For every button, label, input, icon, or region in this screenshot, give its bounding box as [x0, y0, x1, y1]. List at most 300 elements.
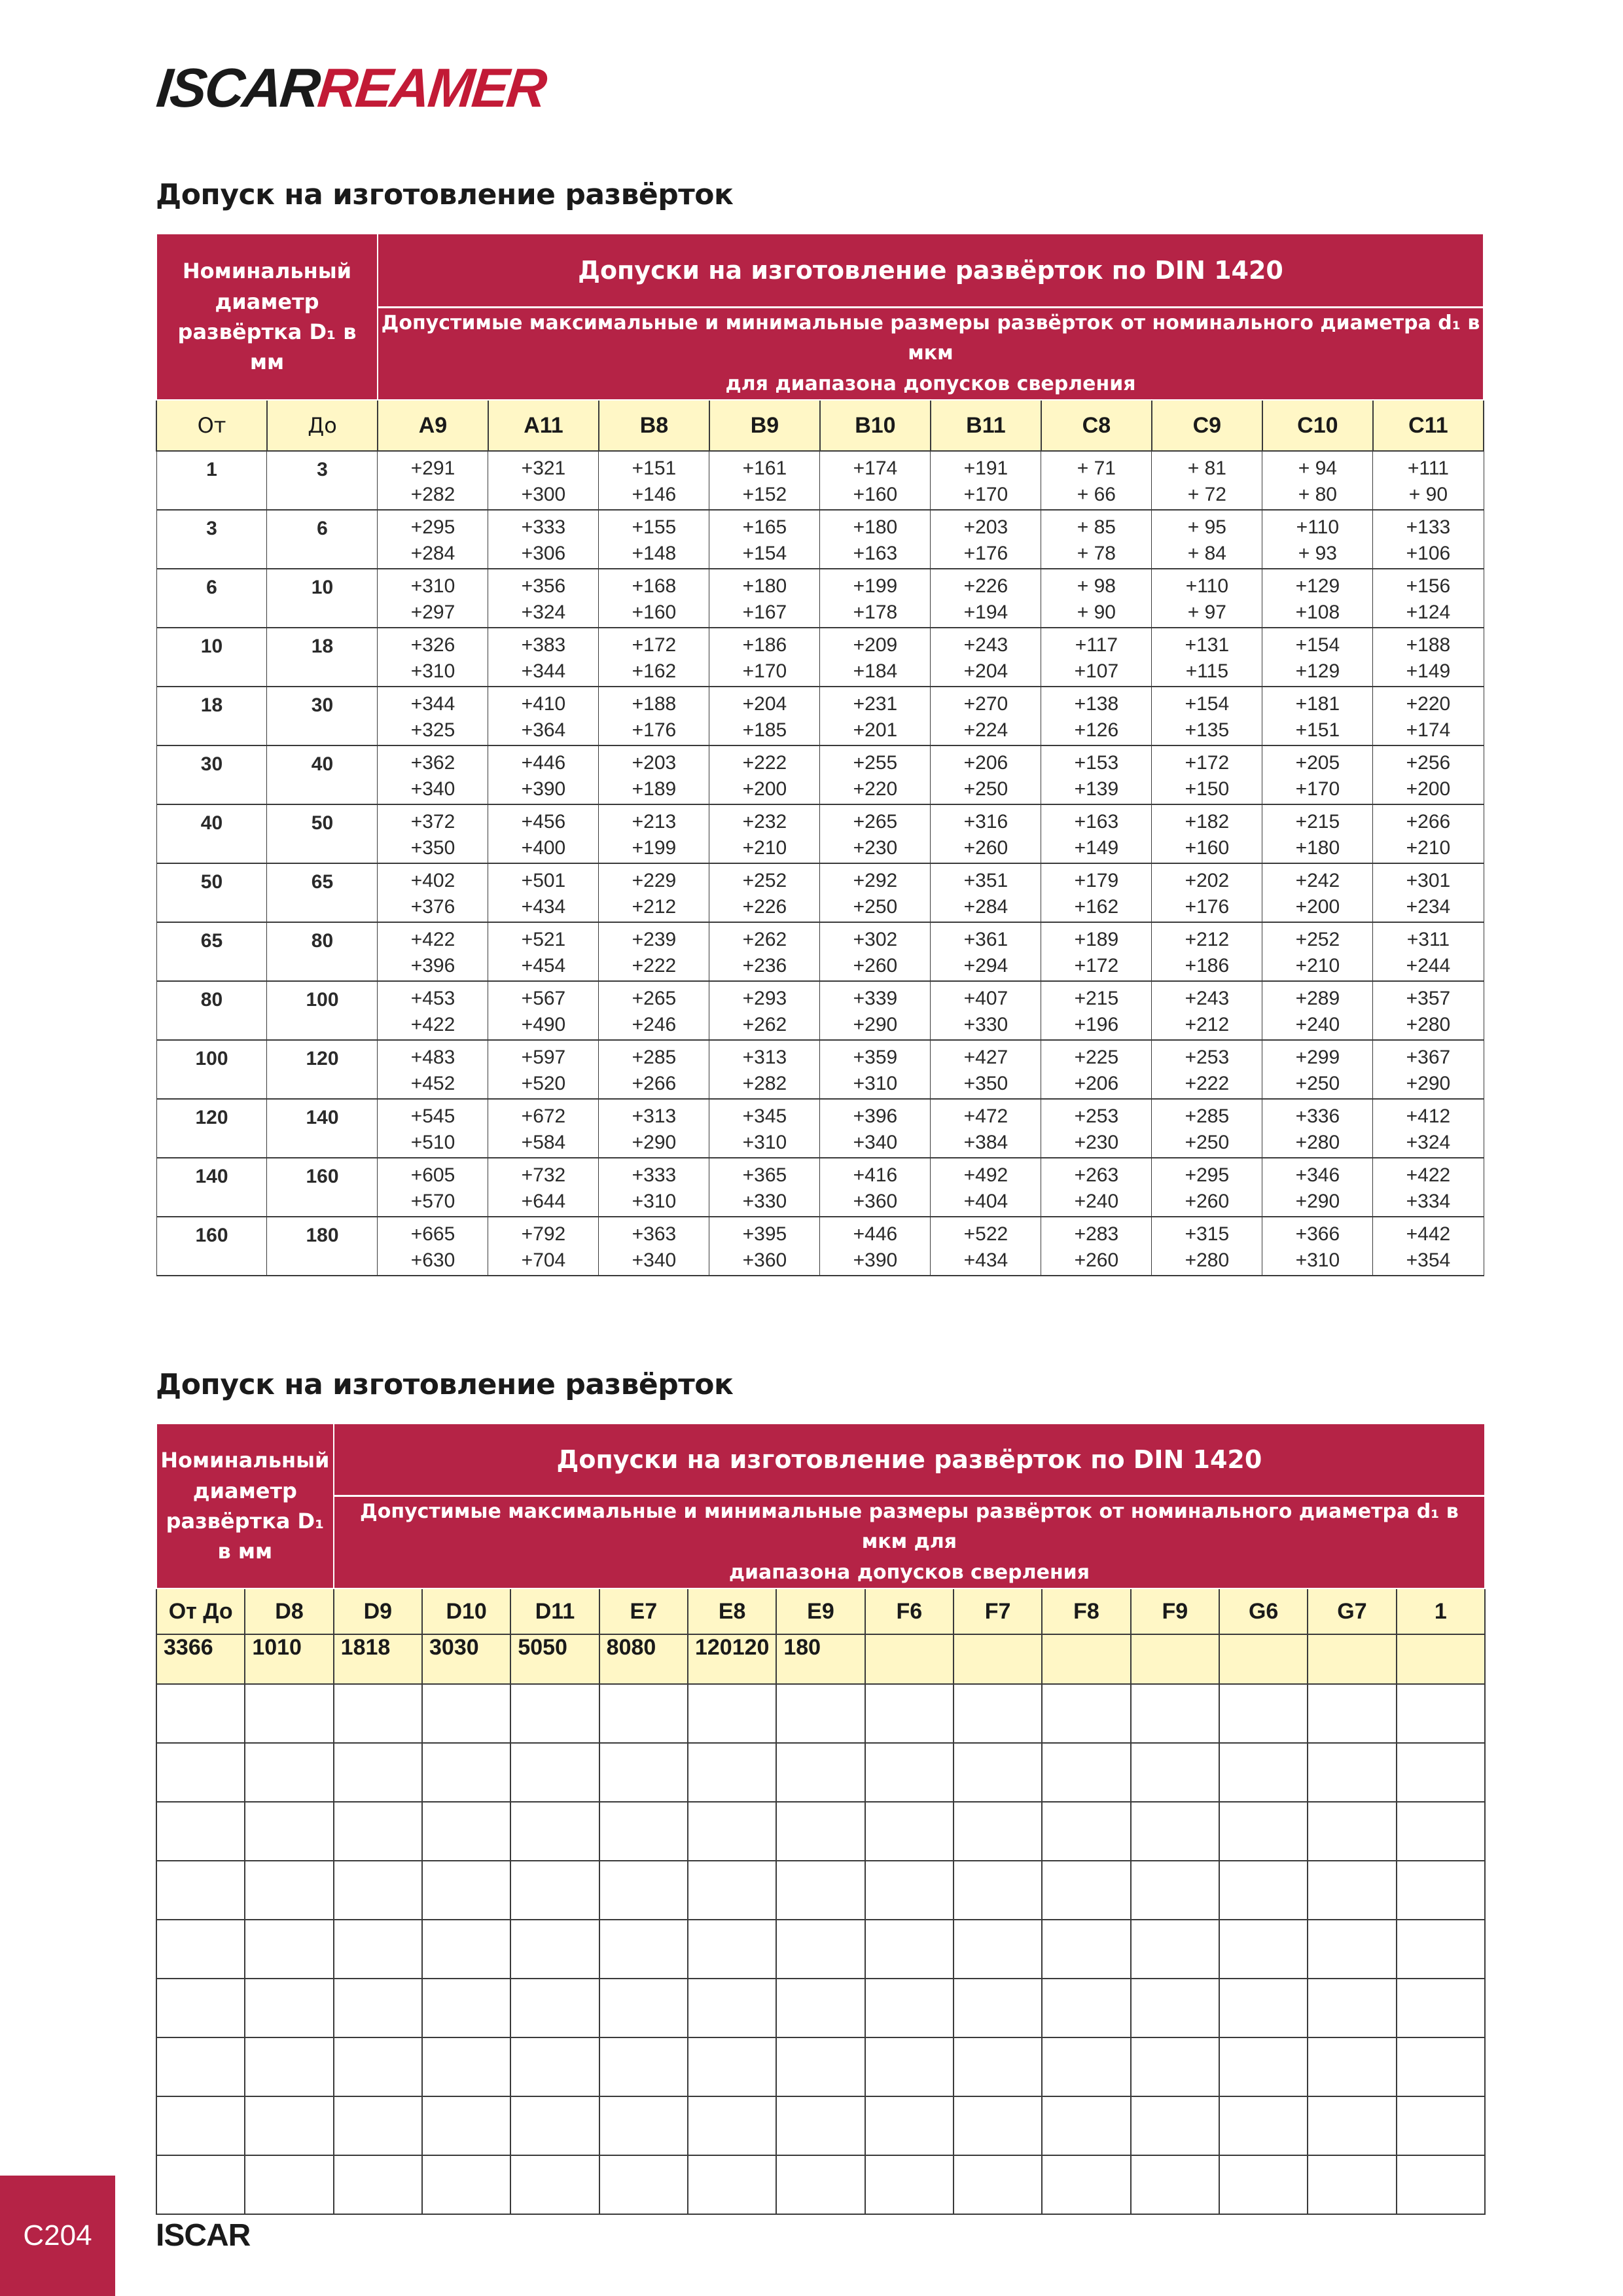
tolerance-max: +442 — [1406, 1223, 1451, 1245]
tolerance-max: +363 — [632, 1223, 677, 1245]
tolerance-cell — [378, 687, 488, 745]
tolerance-max: +292 — [853, 870, 898, 891]
tolerance-cell — [1373, 1217, 1484, 1276]
empty-cell — [1219, 1920, 1308, 1979]
col2-header: F7 — [954, 1588, 1042, 1634]
table-row — [156, 2096, 1485, 2155]
tolerance-max: +301 — [1406, 870, 1451, 891]
col2-header: E9 — [776, 1588, 865, 1634]
tolerance-max: +665 — [410, 1223, 455, 1245]
empty-cell — [1131, 1920, 1219, 1979]
tolerance-cell — [599, 1040, 709, 1099]
value-cell — [865, 1634, 954, 1684]
tolerance-cell — [931, 1217, 1041, 1276]
tolerance-cell — [709, 628, 820, 687]
tolerance-max: + 81 — [1187, 457, 1226, 479]
col2-header: F8 — [1042, 1588, 1130, 1634]
tolerance-max: +189 — [1074, 929, 1119, 950]
iscar-reamer-logo — [154, 57, 548, 118]
tolerance-max: + 85 — [1077, 516, 1116, 538]
nominal-diameter-header-2: Номинальный диаметр развёртка D₁ в мм — [156, 1424, 334, 1588]
empty-cell — [599, 1743, 688, 1802]
tolerance-min: +151 — [1295, 719, 1340, 741]
tolerance-max: +156 — [1406, 575, 1451, 597]
empty-cell — [865, 1979, 954, 2037]
tolerance-max: +243 — [1185, 988, 1230, 1009]
tolerance-cell — [1262, 569, 1373, 628]
empty-cell — [422, 2037, 510, 2096]
tolerance-min: +490 — [521, 1013, 566, 1035]
col2-header: F6 — [865, 1588, 954, 1634]
tolerance-cell — [1041, 451, 1152, 510]
empty-cell — [1131, 2096, 1219, 2155]
tolerance-max: +545 — [410, 1105, 455, 1127]
empty-cell — [954, 1802, 1042, 1861]
empty-cell — [1219, 1979, 1308, 2037]
diameter-from: 3 — [156, 510, 267, 569]
tolerance-max: +188 — [1406, 634, 1451, 656]
tolerance-cell — [1373, 628, 1484, 687]
tolerance-min: +340 — [410, 778, 455, 800]
tolerance-cell — [1262, 922, 1373, 981]
empty-cell — [1042, 1920, 1130, 1979]
tolerance-max: +396 — [853, 1105, 898, 1127]
tolerance-max: +172 — [632, 634, 677, 656]
empty-cell — [954, 1979, 1042, 2037]
empty-cell — [510, 1684, 599, 1743]
empty-cell — [954, 2037, 1042, 2096]
tolerance-cell — [1152, 804, 1262, 863]
tolerance-min: +300 — [521, 483, 566, 505]
tolerance-max: +188 — [632, 693, 677, 715]
tolerance-cell — [820, 922, 931, 981]
tolerance-cell — [931, 981, 1041, 1040]
tolerance-cell — [1152, 687, 1262, 745]
tolerance-cell — [1152, 1158, 1262, 1217]
tolerance-cell — [599, 922, 709, 981]
table-row — [156, 2037, 1485, 2096]
tolerance-min: +350 — [963, 1072, 1008, 1094]
tolerance-max: +191 — [963, 457, 1008, 479]
empty-cell — [599, 1684, 688, 1743]
empty-cell — [954, 1861, 1042, 1920]
tolerance-max: +321 — [521, 457, 566, 479]
tolerance-min: +284 — [410, 542, 455, 564]
diameter-to: 40 — [267, 745, 378, 804]
tolerance-cell — [820, 510, 931, 569]
tolerance-max: +165 — [742, 516, 787, 538]
tolerance-min: +310 — [632, 1190, 677, 1212]
tolerance-cell — [1373, 745, 1484, 804]
tolerance-min: +340 — [632, 1249, 677, 1271]
tolerance-table-2 — [156, 1423, 1486, 2215]
tolerance-min: +262 — [742, 1013, 787, 1035]
tolerance-min: +250 — [963, 778, 1008, 800]
empty-cell — [1308, 1802, 1396, 1861]
tolerance-cell — [931, 510, 1041, 569]
tolerance-cell — [709, 687, 820, 745]
tolerance-min: +324 — [521, 601, 566, 623]
tolerance-min: +290 — [632, 1131, 677, 1153]
tolerance-max: +359 — [853, 1047, 898, 1068]
diameter-to: 65 — [267, 863, 378, 922]
tolerance-max: +151 — [632, 457, 677, 479]
tolerance-max: +362 — [410, 752, 455, 774]
tolerance-min: +176 — [963, 542, 1008, 564]
table-row — [156, 981, 1484, 1040]
tolerance-cell — [599, 687, 709, 745]
empty-cell — [1308, 1920, 1396, 1979]
empty-cell — [1397, 1920, 1486, 1979]
tolerance-cell — [1041, 1158, 1152, 1217]
table-row — [156, 1099, 1484, 1158]
diameter-from: 30 — [156, 745, 267, 804]
table-row — [156, 1217, 1484, 1276]
tolerance-cell — [820, 1099, 931, 1158]
tolerance-max: +422 — [1406, 1164, 1451, 1186]
tolerance-min: +178 — [853, 601, 898, 623]
tolerance-cell — [1262, 1217, 1373, 1276]
tolerance-min: +220 — [853, 778, 898, 800]
empty-cell — [422, 1743, 510, 1802]
diameter-from: 50 — [156, 863, 267, 922]
tolerance-min: + 97 — [1187, 601, 1226, 623]
tolerance-min: +234 — [1406, 895, 1451, 918]
empty-cell — [688, 2096, 776, 2155]
tolerance-min: +200 — [742, 778, 787, 800]
empty-cell — [599, 1861, 688, 1920]
diameter-from: 6 — [156, 569, 267, 628]
tolerance-cell — [599, 1099, 709, 1158]
col-header-a9: A9 — [378, 400, 488, 451]
tolerance-cell — [1262, 863, 1373, 922]
tolerance-max: +285 — [1185, 1105, 1230, 1127]
tolerance-cell — [1041, 922, 1152, 981]
tolerance-min: +250 — [1185, 1131, 1230, 1153]
tolerance-min: +107 — [1074, 660, 1119, 682]
empty-cell — [1397, 1861, 1486, 1920]
value-cell — [1308, 1634, 1396, 1684]
tolerance-max: +262 — [742, 929, 787, 950]
tolerance-cell — [1262, 981, 1373, 1040]
tolerance-cell — [1262, 745, 1373, 804]
diameter-to: 3 — [267, 451, 378, 510]
empty-cell — [688, 2155, 776, 2214]
tolerance-min: +340 — [853, 1131, 898, 1153]
tolerance-cell — [709, 922, 820, 981]
table-row — [156, 745, 1484, 804]
col-header-c11: C11 — [1373, 400, 1484, 451]
empty-cell — [245, 2037, 333, 2096]
tolerance-min: +199 — [632, 836, 677, 859]
empty-cell — [1308, 1979, 1396, 2037]
tolerance-max: +110 — [1296, 516, 1340, 538]
tolerance-min: +149 — [1406, 660, 1451, 682]
empty-cell — [510, 1920, 599, 1979]
tolerance-min: +280 — [1295, 1131, 1340, 1153]
tolerance-cell — [931, 1158, 1041, 1217]
diameter-to: 140 — [267, 1099, 378, 1158]
tolerance-max: +597 — [521, 1047, 566, 1068]
tolerance-max: +199 — [853, 575, 898, 597]
tolerance-min: +149 — [1074, 836, 1119, 859]
tolerance-max: +204 — [742, 693, 787, 715]
tolerance-min: +160 — [632, 601, 677, 623]
tolerance-min: +510 — [410, 1131, 455, 1153]
tolerance-max: +180 — [853, 516, 898, 538]
tolerance-cell — [1373, 804, 1484, 863]
empty-cell — [865, 1861, 954, 1920]
tolerance-max: +161 — [742, 457, 787, 479]
tolerance-cell — [1152, 569, 1262, 628]
value-cell: 1818 — [334, 1634, 422, 1684]
empty-cell — [599, 1920, 688, 1979]
footer-brand: ISCAR — [156, 2218, 251, 2253]
table-row — [156, 569, 1484, 628]
tolerance-max: +225 — [1074, 1047, 1119, 1068]
empty-cell — [688, 2037, 776, 2096]
table-row — [156, 1684, 1485, 1743]
empty-cell — [1308, 1743, 1396, 1802]
empty-cell — [776, 2155, 865, 2214]
tolerance-max: +186 — [742, 634, 787, 656]
tolerance-max: +522 — [963, 1223, 1008, 1245]
tolerance-cell — [488, 745, 599, 804]
tolerance-cell — [378, 628, 488, 687]
tolerance-cell — [1041, 1099, 1152, 1158]
tolerance-min: +176 — [632, 719, 677, 741]
diameter-from: 80 — [156, 981, 267, 1040]
tolerance-max: +326 — [410, 634, 455, 656]
tolerance-cell — [599, 628, 709, 687]
empty-cell — [688, 1920, 776, 1979]
tolerance-cell — [378, 510, 488, 569]
tolerance-cell — [1041, 687, 1152, 745]
empty-cell — [599, 2096, 688, 2155]
tolerance-max: +231 — [853, 693, 898, 715]
empty-cell — [334, 1979, 422, 2037]
tolerance-max: +242 — [1295, 870, 1340, 891]
tolerance-max: +402 — [410, 870, 455, 891]
empty-cell — [1308, 2096, 1396, 2155]
tolerance-cell — [1373, 1158, 1484, 1217]
empty-cell — [1219, 2155, 1308, 2214]
empty-cell — [422, 1802, 510, 1861]
tolerance-min: +170 — [742, 660, 787, 682]
tolerance-max: +252 — [1295, 929, 1340, 950]
tolerance-max: +472 — [963, 1105, 1008, 1127]
tolerance-min: +334 — [1406, 1190, 1451, 1212]
tolerance-min: + 72 — [1187, 483, 1226, 505]
tolerance-cell — [1373, 451, 1484, 510]
tolerance-cell — [599, 804, 709, 863]
tolerance-cell — [1262, 1158, 1373, 1217]
tolerance-max: +209 — [853, 634, 898, 656]
tolerance-cell — [820, 745, 931, 804]
tolerance-max: +253 — [1185, 1047, 1230, 1068]
diameter-to: 180 — [267, 1217, 378, 1276]
empty-cell — [954, 1743, 1042, 1802]
value-cell — [954, 1634, 1042, 1684]
tolerance-min: +222 — [1185, 1072, 1230, 1094]
tolerance-cell — [1262, 1040, 1373, 1099]
tolerance-cell — [378, 863, 488, 922]
tolerance-max: +492 — [963, 1164, 1008, 1186]
tolerance-min: +174 — [1406, 719, 1451, 741]
tolerance-max: +256 — [1406, 752, 1451, 774]
tolerance-cell — [1152, 745, 1262, 804]
tolerance-cell — [709, 569, 820, 628]
empty-cell — [1397, 1802, 1486, 1861]
tolerance-min: +584 — [521, 1131, 566, 1153]
tolerance-min: +310 — [742, 1131, 787, 1153]
tolerance-min: +360 — [742, 1249, 787, 1271]
tolerance-min: +454 — [521, 954, 566, 977]
empty-cell — [422, 2096, 510, 2155]
tolerance-max: +179 — [1074, 870, 1119, 891]
tolerance-min: +434 — [963, 1249, 1008, 1271]
tolerance-max: +311 — [1406, 929, 1450, 950]
empty-cell — [599, 2155, 688, 2214]
tolerance-min: +126 — [1074, 719, 1119, 741]
table-row — [156, 687, 1484, 745]
tolerance-max: + 98 — [1077, 575, 1116, 597]
value-cell — [1219, 1634, 1308, 1684]
tolerance-min: +194 — [963, 601, 1008, 623]
empty-cell — [1042, 2037, 1130, 2096]
table-row — [156, 1861, 1485, 1920]
diameter-from: 65 — [156, 922, 267, 981]
col-header-b10: B10 — [820, 400, 931, 451]
tolerance-cell — [1152, 510, 1262, 569]
empty-cell — [156, 2037, 245, 2096]
empty-cell — [156, 1920, 245, 1979]
diameter-to: 50 — [267, 804, 378, 863]
din1420-header-2: Допуски на изготовление развёрток по DIN 1420 — [334, 1424, 1485, 1496]
value-cell: 5050 — [510, 1634, 599, 1684]
empty-cell — [599, 2037, 688, 2096]
tolerance-min: +162 — [1074, 895, 1119, 918]
empty-cell — [422, 1979, 510, 2037]
empty-cell — [245, 1802, 333, 1861]
tolerance-min: +520 — [521, 1072, 566, 1094]
empty-cell — [510, 2037, 599, 2096]
tolerance-min: + 66 — [1077, 483, 1116, 505]
col-header-b9: B9 — [709, 400, 820, 451]
tolerance-cell — [820, 569, 931, 628]
tolerance-min: +280 — [1406, 1013, 1451, 1035]
tolerance-min: +222 — [632, 954, 677, 977]
tolerance-cell — [1373, 687, 1484, 745]
tolerance-cell — [488, 451, 599, 510]
tolerance-max: +412 — [1406, 1105, 1451, 1127]
empty-cell — [510, 1802, 599, 1861]
tolerance-max: +117 — [1075, 634, 1118, 656]
tolerance-min: +201 — [853, 719, 898, 741]
tolerance-min: +290 — [1295, 1190, 1340, 1212]
tolerance-cell — [931, 745, 1041, 804]
diameter-to: 120 — [267, 1040, 378, 1099]
tolerance-cell — [378, 804, 488, 863]
col-header-c10: C10 — [1262, 400, 1373, 451]
tolerance-max: +110 — [1185, 575, 1229, 597]
tolerance-max: +213 — [632, 811, 677, 833]
tolerance-cell — [931, 1040, 1041, 1099]
tolerance-min: +644 — [521, 1190, 566, 1212]
tolerance-max: +131 — [1185, 634, 1230, 656]
tolerance-min: +310 — [1295, 1249, 1340, 1271]
empty-cell — [1131, 2155, 1219, 2214]
empty-cell — [422, 1920, 510, 1979]
tolerance-cell — [378, 1099, 488, 1158]
tolerance-cell — [488, 569, 599, 628]
tolerance-min: +284 — [963, 895, 1008, 918]
page-number: C204 — [23, 2219, 92, 2251]
tolerance-cell — [1373, 922, 1484, 981]
tolerance-cell — [1373, 981, 1484, 1040]
empty-cell — [1219, 2037, 1308, 2096]
tolerance-min: +204 — [963, 660, 1008, 682]
empty-cell — [334, 1743, 422, 1802]
col-header-b11: B11 — [931, 400, 1041, 451]
empty-cell — [688, 1684, 776, 1743]
tolerance-min: +108 — [1295, 601, 1340, 623]
empty-cell — [599, 1979, 688, 2037]
tolerance-cell — [1262, 628, 1373, 687]
tolerance-cell — [709, 804, 820, 863]
tolerance-max: +605 — [410, 1164, 455, 1186]
col2-header: G7 — [1308, 1588, 1396, 1634]
tolerance-max: +215 — [1074, 988, 1119, 1009]
tolerance-cell — [709, 1099, 820, 1158]
tolerance-cell — [1041, 510, 1152, 569]
tolerance-max: +182 — [1185, 811, 1230, 833]
tolerance-max: +202 — [1185, 870, 1230, 891]
col2-header: D11 — [510, 1588, 599, 1634]
tolerance-max: +293 — [742, 988, 787, 1009]
tolerance-min: +294 — [963, 954, 1008, 977]
empty-cell — [776, 1979, 865, 2037]
empty-cell — [599, 1802, 688, 1861]
tolerance-min: +297 — [410, 601, 455, 623]
tolerance-cell — [599, 569, 709, 628]
diameter-from: 100 — [156, 1040, 267, 1099]
diameter-to: 80 — [267, 922, 378, 981]
table-row — [156, 1920, 1485, 1979]
tolerance-min: +344 — [521, 660, 566, 682]
tolerance-cell — [1152, 1217, 1262, 1276]
col2-header: D8 — [245, 1588, 333, 1634]
tolerance-max: +446 — [853, 1223, 898, 1245]
empty-cell — [156, 2155, 245, 2214]
tolerance-cell — [599, 863, 709, 922]
tolerance-min: +184 — [853, 660, 898, 682]
empty-cell — [776, 1861, 865, 1920]
empty-cell — [1131, 1684, 1219, 1743]
tolerance-subheader — [378, 307, 1484, 400]
tolerance-max: +407 — [963, 988, 1008, 1009]
value-cell: 1010 — [245, 1634, 333, 1684]
logo-reamer-text: REAMER — [315, 57, 548, 118]
tolerance-min: +170 — [963, 483, 1008, 505]
empty-cell — [1219, 1743, 1308, 1802]
tolerance-min: + 84 — [1187, 542, 1226, 564]
tolerance-cell — [1373, 863, 1484, 922]
empty-cell — [1397, 1684, 1486, 1743]
tolerance-cell — [1041, 804, 1152, 863]
tolerance-max: +205 — [1295, 752, 1340, 774]
tolerance-cell — [1152, 1099, 1262, 1158]
